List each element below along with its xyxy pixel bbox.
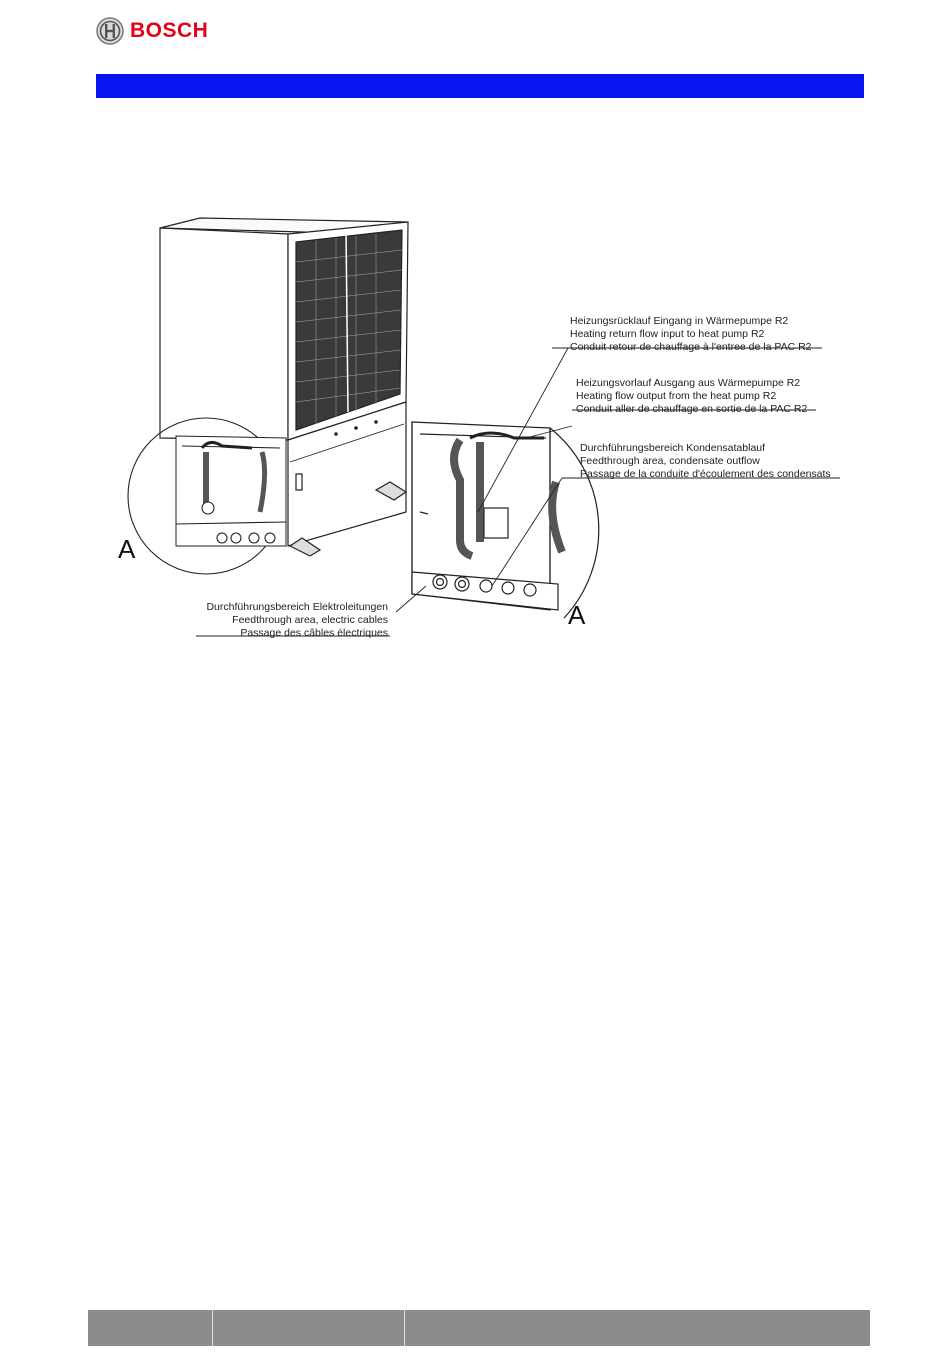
callout-electric-de: Durchführungsbereich Elektroleitungen	[206, 601, 388, 613]
detail-circle-left	[128, 418, 286, 574]
callout-flow-output-fr: Conduit aller de chauffage en sortie de la PAC R2	[576, 403, 808, 415]
detail-marker-left: A	[118, 534, 136, 564]
callout-electric	[206, 601, 388, 639]
bosch-logo	[96, 16, 208, 46]
heat-pump-illustration	[110, 212, 870, 654]
header-bar	[96, 74, 864, 98]
callout-electric-en: Feedthrough area, electric cables	[232, 614, 388, 626]
brand-name: BOSCH	[130, 19, 209, 42]
detail-view	[412, 422, 599, 618]
callout-electric-fr: Passage des câbles électriques	[240, 627, 388, 639]
callout-condensate	[580, 442, 831, 480]
detail-marker-right: A	[568, 600, 586, 630]
callout-condensate-fr: Passage de la conduite d'écoulement des condensats	[580, 468, 831, 480]
footer-bar	[88, 1310, 870, 1346]
callout-return-flow-fr: Conduit retour de chauffage à l'entree de la PAC R2	[570, 341, 812, 353]
bosch-armature-icon	[96, 17, 124, 45]
footer-divider	[212, 1310, 213, 1346]
callout-return-flow-en: Heating return flow input to heat pump R2	[570, 328, 765, 340]
footer-divider	[404, 1310, 405, 1346]
callout-flow-output-de: Heizungsvorlauf Ausgang aus Wärmepumpe R2	[576, 377, 801, 389]
callout-flow-output-en: Heating flow output from the heat pump R2	[576, 390, 777, 402]
callout-condensate-de: Durchführungsbereich Kondensatablauf	[580, 442, 766, 454]
callout-return-flow	[570, 315, 812, 353]
callout-return-flow-de: Heizungsrücklauf Eingang in Wärmepumpe R2	[570, 315, 789, 327]
callout-condensate-en: Feedthrough area, condensate outflow	[580, 455, 760, 467]
callout-flow-output	[576, 377, 807, 415]
